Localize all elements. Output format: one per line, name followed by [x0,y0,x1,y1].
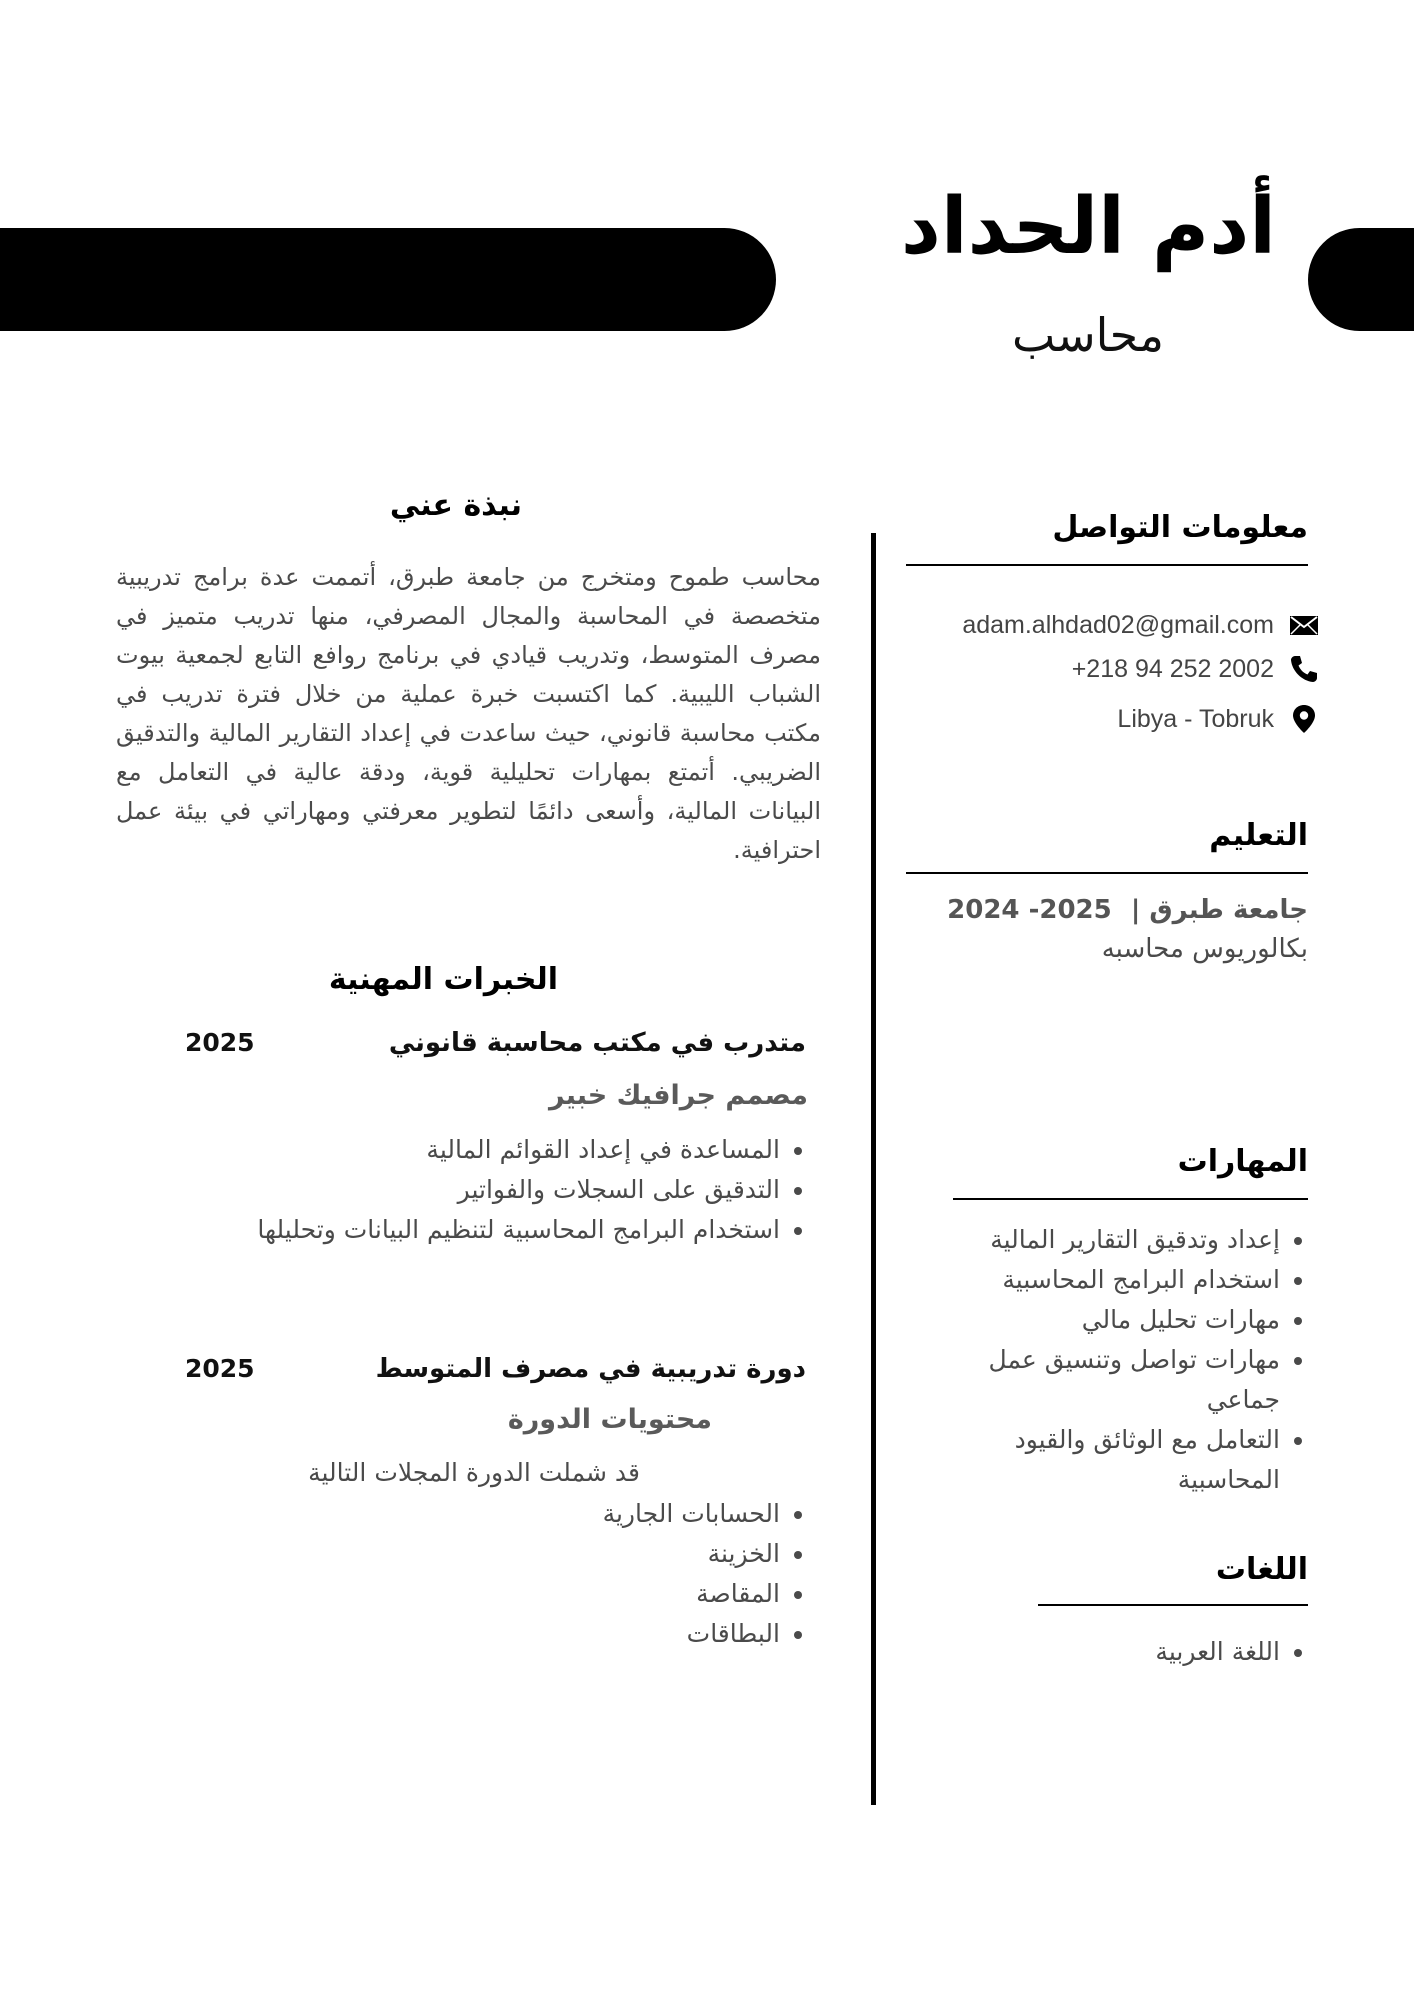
header-band-left [0,228,776,331]
job-2-bullets [380,1494,808,1654]
languages-title: اللغات [1215,1552,1308,1587]
job-2-title: دورة تدريبية في مصرف المتوسط [375,1354,806,1384]
header-band-right [1308,228,1414,331]
skills-list [950,1220,1308,1500]
education-years: 2024 -2025 [947,895,1112,925]
job-2-subtitle: محتويات الدورة [507,1404,712,1435]
experience-title: الخبرات المهنية [328,962,558,997]
skill-item: • استخدام البرامج المحاسبية [950,1260,1280,1300]
school-name: جامعة طبرق | [1130,895,1308,925]
contact-phone-row[interactable] [1072,652,1320,686]
skill-item: • إعداد وتدقيق التقارير المالية [950,1220,1280,1260]
job-1-subtitle: مصمم جرافيك خبير [548,1080,808,1111]
full-name: أدم الحداد [900,182,1276,272]
job-title: محاسب [1011,308,1164,362]
contact-title: معلومات التواصل [1052,510,1308,545]
job-1-title: متدرب في مكتب محاسبة قانوني [388,1028,806,1058]
phone-text[interactable]: +218 94 252 2002 [1071,654,1274,683]
job-1-bullet: • المساعدة في إعداد القوائم المالية [80,1130,780,1170]
skill-item: • مهارات تواصل وتنسيق عمل جماعي [950,1340,1280,1420]
contact-rule [906,564,1308,566]
education-rule [906,872,1308,874]
contact-location-row [1117,702,1320,736]
job-2-bullet: • الخزينة [380,1534,780,1574]
location-text: Libya - Tobruk [1117,704,1274,733]
education-title: التعليم [1209,818,1308,853]
column-divider [871,533,876,1805]
job-2-bullet: • الحسابات الجارية [380,1494,780,1534]
education-school-line [947,895,1308,925]
languages-list [950,1632,1308,1672]
languages-rule [1038,1604,1308,1606]
job-1-bullets [80,1130,808,1250]
skill-item: • التعامل مع الوثائق والقيود المحاسبية [950,1420,1280,1500]
language-item: • اللغة العربية [950,1632,1280,1672]
map-pin-icon [1288,703,1320,735]
phone-icon [1288,653,1320,685]
about-title: نبذة عني [389,488,522,523]
degree: بكالوريوس محاسبه [1101,934,1308,964]
job-2-intro: قد شملت الدورة المجلات التالية [308,1458,640,1487]
skills-title: المهارات [1177,1144,1308,1179]
job-1-year: 2025 [185,1028,255,1057]
skills-rule [953,1198,1308,1200]
job-2-bullet: • المقاصة [380,1574,780,1614]
contact-email-row[interactable] [962,608,1320,642]
email-text[interactable]: adam.alhdad02@gmail.com [962,610,1274,639]
job-2-year: 2025 [185,1354,255,1383]
envelope-icon [1288,609,1320,641]
about-text: محاسب طموح ومتخرج من جامعة طبرق، أتممت عدة برامج تدريبية متخصصة في المحاسبة والمجال المصرفي، منها تدريب متميز في مصرف المتوسط، وتدريب قيادي في برنامج روافع التابع لجمعية بيوت الشباب الليبية. كما اكتسبت خبرة عملية من خلال فترة تدريب في مكتب محاسبة قانوني، حيث ساعدت في إعداد التقارير المالية والتدقيق الضريبي. أتمتع بمهارات تحليلية قوية، ودقة عالية في التعامل مع البيانات المالية، وأسعى دائمًا لتطوير معرفتي ومهاراتي في بيئة عمل احترافية. [116,563,821,864]
skill-item: • مهارات تحليل مالي [950,1300,1280,1340]
job-2-bullet: • البطاقات [380,1614,780,1654]
job-1-bullet: • استخدام البرامج المحاسبية لتنظيم البيانات وتحليلها [80,1210,780,1250]
job-1-bullet: • التدقيق على السجلات والفواتير [80,1170,780,1210]
